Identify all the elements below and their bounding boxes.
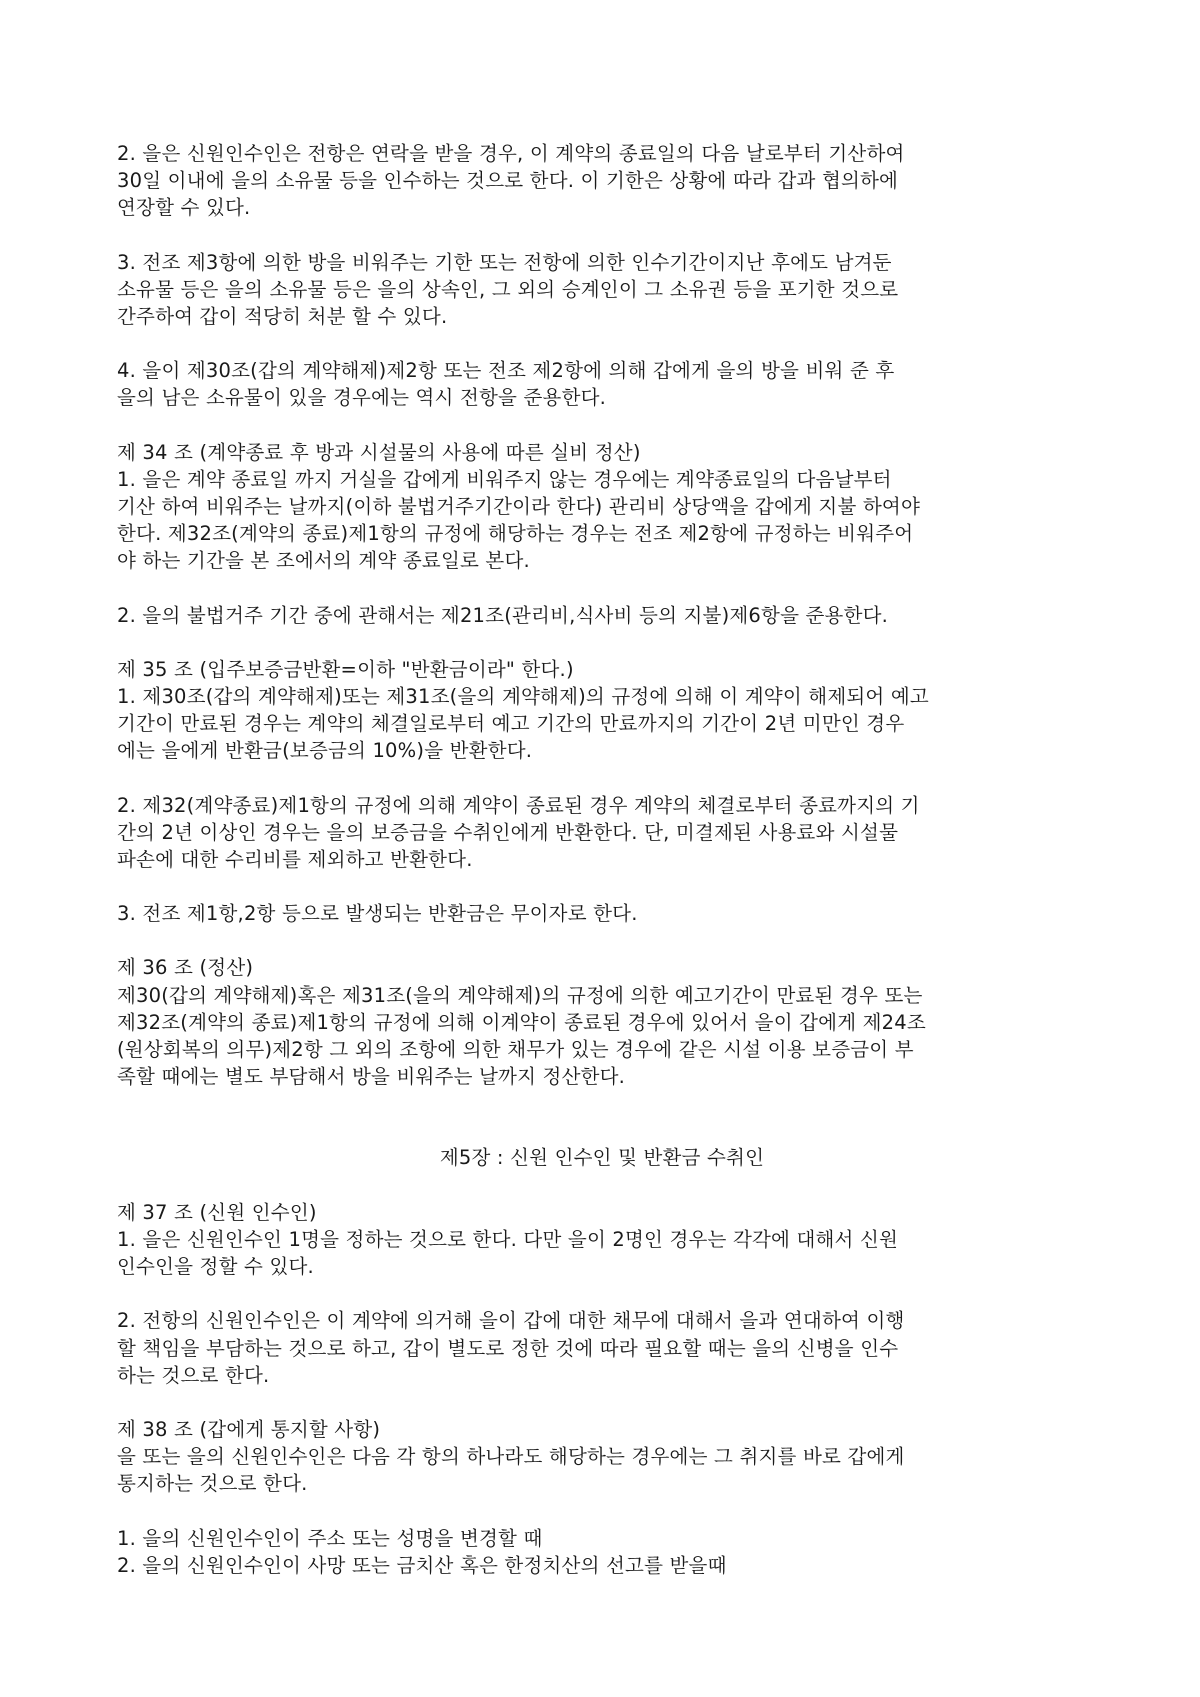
- text-line: 2. 을의 불법거주 기간 중에 관해서는 제21조(관리비,식사비 등의 지불)제6항을 준용한다.: [117, 603, 889, 627]
- text-line: (원상회복의 의무)제2항 그 외의 조항에 의한 채무가 있는 경우에 같은 시설 이용 보증금이 부: [117, 1038, 914, 1062]
- text-line: 기산 하여 비워주는 날까지(이하 불법거주기간이라 한다) 관리비 상당액을 갑에게 지불 하여야: [117, 495, 921, 519]
- text-line: 을 또는 을의 신원인수인은 다음 각 항의 하나라도 해당하는 경우에는 그 취지를 바로 갑에게: [117, 1445, 905, 1469]
- paragraph-gap: [117, 873, 1087, 900]
- paragraph-gap: [117, 575, 1087, 602]
- paragraph: [117, 792, 1087, 874]
- paragraph-gap: [117, 765, 1087, 792]
- paragraph: [117, 357, 1087, 411]
- text-line: 족할 때에는 별도 부담해서 방을 비워주는 날까지 정산한다.: [117, 1065, 626, 1089]
- text-line: 제30(갑의 계약해제)혹은 제31조(을의 계약해제)의 규정에 의한 예고기간이 만료된 경우 또는: [117, 983, 923, 1007]
- paragraph: [117, 1525, 1087, 1579]
- article-heading: 제 35 조 (입주보증금반환=이하 "반환금이라" 한다.): [117, 657, 574, 681]
- text-line: 파손에 대한 수리비를 제외하고 반환한다.: [117, 848, 473, 872]
- text-line: 한다. 제32조(계약의 종료)제1항의 규정에 해당하는 경우는 전조 제2항에 규정하는 비워주어: [117, 522, 914, 546]
- paragraph: [117, 466, 1087, 575]
- text-line: 기간이 만료된 경우는 계약의 체결일로부터 예고 기간의 만료까지의 기간이 2년 미만인 경우: [117, 712, 905, 736]
- paragraph-gap: [117, 1389, 1087, 1416]
- section-gap: [117, 1090, 1087, 1144]
- paragraph-gap: [117, 222, 1087, 249]
- paragraph-gap: [117, 330, 1087, 357]
- paragraph-gap: [117, 927, 1087, 954]
- text-line: 2. 제32(계약종료)제1항의 규정에 의해 계약이 종료된 경우 계약의 체결로부터 종료까지의 기: [117, 793, 920, 817]
- text-line: 할 책임을 부담하는 것으로 하고, 갑이 별도로 정한 것에 따라 필요할 때는 을의 신병을 인수: [117, 1336, 899, 1360]
- text-line: 3. 전조 제3항에 의한 방을 비워주는 기한 또는 전항에 의한 인수기간이지난 후에도 남겨둔: [117, 250, 892, 274]
- text-line: 1. 을은 계약 종료일 까지 거실을 갑에게 비워주지 않는 경우에는 계약종료일의 다음날부터: [117, 467, 892, 491]
- text-line: 에는 을에게 반환금(보증금의 10%)을 반환한다.: [117, 739, 533, 763]
- paragraph-gap: [117, 629, 1087, 656]
- text-line: 1. 제30조(갑의 계약해제)또는 제31조(을의 계약해제)의 규정에 의해 이 계약이 해제되어 예고: [117, 685, 929, 709]
- article-heading: 제 34 조 (계약종료 후 방과 시설물의 사용에 따른 실비 정산): [117, 440, 641, 464]
- paragraph-gap: [117, 1280, 1087, 1307]
- article-heading: 제 37 조 (신원 인수인): [117, 1200, 317, 1224]
- paragraph-gap: [117, 412, 1087, 439]
- paragraph: [117, 1443, 1087, 1497]
- document-page: [117, 140, 1087, 1579]
- paragraph: [117, 140, 1087, 222]
- text-line: 30일 이내에 을의 소유물 등을 인수하는 것으로 한다. 이 기한은 상황에 따라 갑과 협의하에: [117, 169, 899, 193]
- text-line: 1. 을의 신원인수인이 주소 또는 성명을 변경할 때: [117, 1526, 543, 1550]
- article-heading: 제 36 조 (정산): [117, 956, 254, 980]
- paragraph-gap: [117, 1498, 1087, 1525]
- article-heading: 제 38 조 (갑에게 통지할 사항): [117, 1417, 381, 1441]
- text-line: 제32조(계약의 종료)제1항의 규정에 의해 이계약이 종료된 경우에 있어서 을이 갑에게 제24조: [117, 1010, 926, 1034]
- text-line: 2. 전항의 신원인수인은 이 계약에 의거해 을이 갑에 대한 채무에 대해서 을과 연대하여 이행: [117, 1309, 905, 1333]
- paragraph: [117, 683, 1087, 765]
- text-line: 간주하여 갑이 적당히 처분 할 수 있다.: [117, 305, 448, 329]
- paragraph: [117, 249, 1087, 331]
- text-line: 인수인을 정할 수 있다.: [117, 1255, 314, 1279]
- chapter-title: 제5장 : 신원 인수인 및 반환금 수취인: [439, 1146, 765, 1170]
- paragraph: [117, 900, 1087, 927]
- paragraph: [117, 1226, 1087, 1280]
- text-line: 1. 을은 신원인수인 1명을 정하는 것으로 한다. 다만 을이 2명인 경우는 각각에 대해서 신원: [117, 1227, 899, 1251]
- paragraph: [117, 602, 1087, 629]
- text-line: 연장할 수 있다.: [117, 196, 251, 220]
- text-line: 통지하는 것으로 한다.: [117, 1472, 308, 1496]
- text-line: 간의 2년 이상인 경우는 을의 보증금을 수취인에게 반환한다. 단, 미결제된 사용료와 시설물: [117, 820, 899, 844]
- text-line: 하는 것으로 한다.: [117, 1363, 270, 1387]
- text-line: 3. 전조 제1항,2항 등으로 발생되는 반환금은 무이자로 한다.: [117, 902, 638, 926]
- text-line: 소유물 등은 을의 소유물 등은 을의 상속인, 그 외의 승계인이 그 소유권 등을 포기한 것으로: [117, 277, 899, 301]
- text-line: 4. 을이 제30조(갑의 계약해제)제2항 또는 전조 제2항에 의해 갑에게 을의 방을 비워 준 후: [117, 359, 895, 383]
- text-line: 야 하는 기간을 본 조에서의 계약 종료일로 본다.: [117, 549, 530, 573]
- text-line: 을의 남은 소유물이 있을 경우에는 역시 전항을 준용한다.: [117, 386, 607, 410]
- text-line: 2. 을의 신원인수인이 사망 또는 금치산 혹은 한정치산의 선고를 받을때: [117, 1553, 727, 1577]
- text-line: 2. 을은 신원인수인은 전항은 연락을 받을 경우, 이 계약의 종료일의 다음 날로부터 기산하여: [117, 142, 905, 165]
- paragraph: [117, 1307, 1087, 1389]
- paragraph-gap: [117, 1172, 1087, 1199]
- paragraph: [117, 982, 1087, 1091]
